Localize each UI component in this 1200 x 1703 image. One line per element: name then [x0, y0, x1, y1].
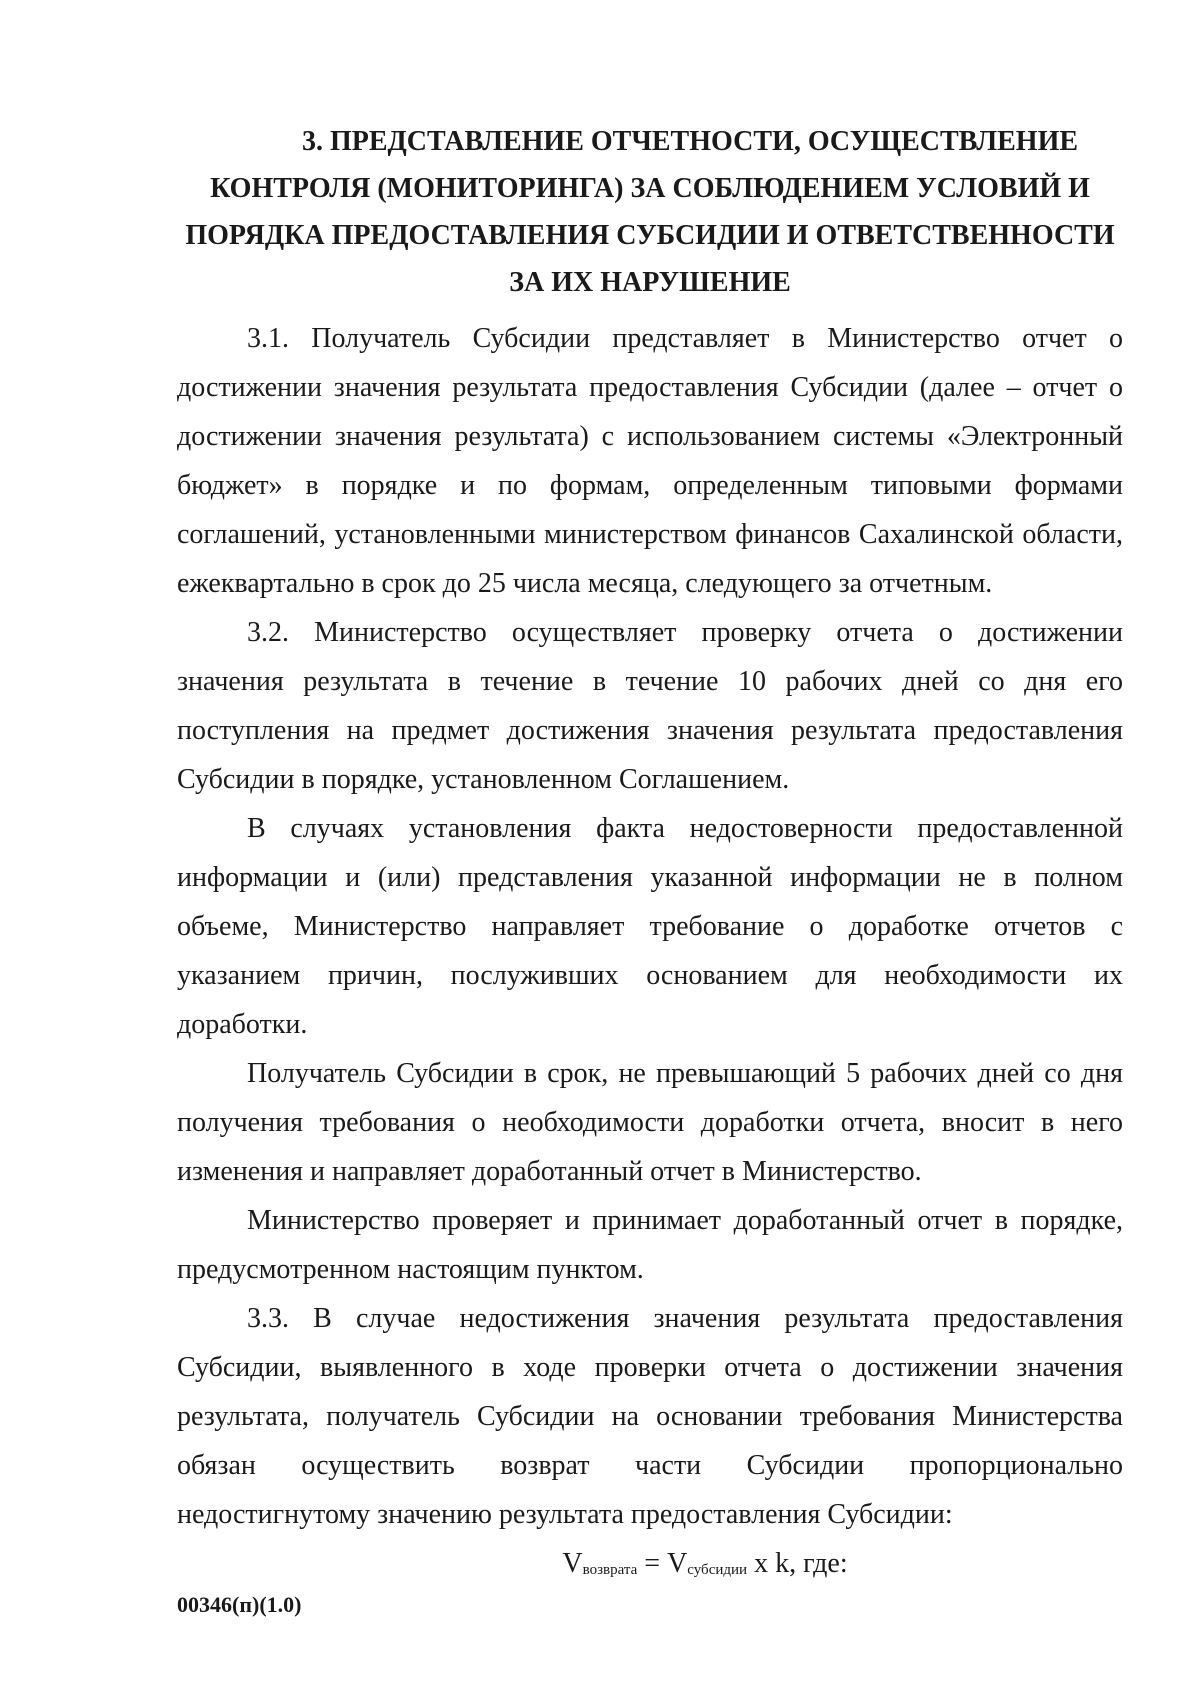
formula-equals: = — [637, 1548, 668, 1579]
heading-line: ПОРЯДКА ПРЕДОСТАВЛЕНИЯ СУБСИДИИ И ОТВЕТСТВЕННОСТИ — [185, 220, 1115, 251]
paragraph-3-3: 3.3. В случае недостижения значения результата предоставления Субсидии, выявленного в ходе проверки отчета о достижении значения результата, получатель Субсидии на основании требования Министерства обязан осуществить возврат части Субсидии пропорционально недостигнутому значению результата предоставления Субсидии: — [177, 1303, 1123, 1530]
formula-tail: x k, где: — [747, 1548, 848, 1579]
heading-line: КОНТРОЛЯ (МОНИТОРИНГА) ЗА СОБЛЮДЕНИЕМ УСЛОВИЙ И — [210, 173, 1090, 204]
paragraph-3-1: 3.1. Получатель Субсидии представляет в Министерство отчет о достижении значения результата предоставления Субсидии (далее – отчет о достижении значения результата) с использованием системы «Электронный бюджет» в порядке и по формам, определенным типовыми формами соглашений, установленными министерством финансов Сахалинской области, ежеквартально в срок до 25 числа месяца, следующего за отчетным. — [177, 323, 1123, 599]
formula-v-refund: V — [562, 1548, 583, 1579]
section-heading — [177, 118, 1123, 306]
heading-line: ЗА ИХ НАРУШЕНИЕ — [509, 267, 791, 298]
formula-v-subsidy: V — [667, 1548, 688, 1579]
paragraph-revision-check: Министерство проверяет и принимает доработанный отчет в порядке, предусмотренном настоящим пунктом. — [177, 1205, 1123, 1285]
heading-line: 3. ПРЕДСТАВЛЕНИЕ ОТЧЕТНОСТИ, ОСУЩЕСТВЛЕНИЕ — [301, 126, 1079, 157]
refund-formula — [177, 1539, 1123, 1595]
document-page — [177, 118, 1123, 1595]
document-code: 00346(п)(1.0) — [177, 1592, 302, 1617]
formula-sub-refund: возврата — [582, 1562, 638, 1578]
paragraph-3-2: 3.2. Министерство осуществляет проверку отчета о достижении значения результата в течение в течение 10 рабочих дней со дня его поступления на предмет достижения значения результата предоставления Субсидии в порядке, установленном Соглашением. — [177, 617, 1123, 795]
paragraph-inaccuracy: В случаях установления факта недостоверности предоставленной информации и (или) представления указанной информации не в полном объеме, Министерство направляет требование о доработке отчетов с указанием причин, послуживших основанием для необходимости их доработки. — [177, 813, 1123, 1040]
paragraph-revision-deadline: Получатель Субсидии в срок, не превышающий 5 рабочих дней со дня получения требования о необходимости доработки отчета, вносит в него изменения и направляет доработанный отчет в Министерство. — [177, 1058, 1123, 1187]
formula-sub-subsidy: субсидии — [687, 1562, 748, 1578]
